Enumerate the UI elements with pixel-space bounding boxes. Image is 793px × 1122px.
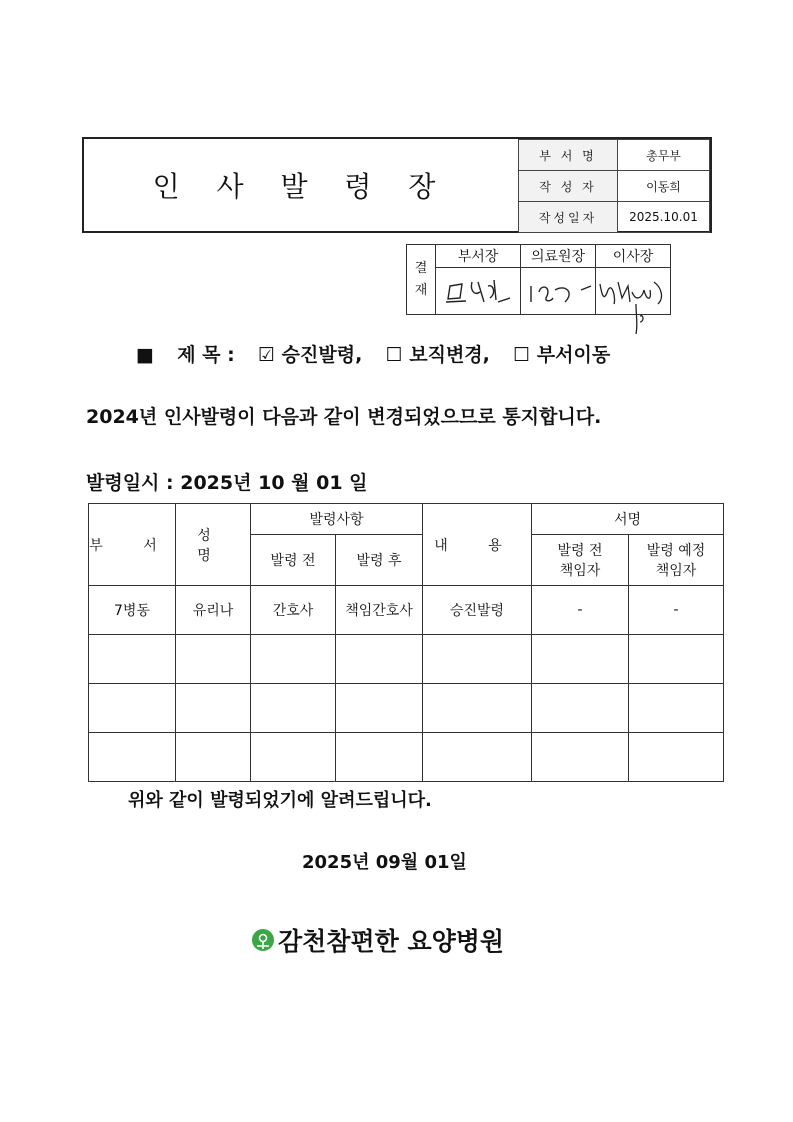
bullet-icon: ■ — [136, 344, 154, 366]
approval-role-dept-head: 부서장 — [436, 245, 521, 268]
meta-value: 이동희 — [618, 171, 710, 202]
table-row — [89, 684, 724, 733]
cell-sign-before — [532, 684, 629, 733]
checkbox-promotion[interactable]: ☑ — [258, 344, 276, 366]
cell-sign-after: - — [629, 586, 724, 635]
table-row — [89, 586, 724, 635]
meta-label: 작 성 자 — [519, 171, 618, 202]
cell-name — [176, 684, 251, 733]
header-signature-group: 서명 — [532, 504, 724, 535]
document-meta-table — [518, 139, 710, 233]
signature-dept-head — [436, 268, 521, 315]
hospital-name: 감천참편한 요양병원 — [278, 927, 505, 956]
hospital-signature — [252, 922, 504, 958]
effective-date: 발령일시 : 2025년 10 월 01 일 — [86, 472, 368, 494]
option-promotion-label: 승진발령, — [281, 344, 363, 366]
cell-name — [176, 635, 251, 684]
cell-after — [336, 635, 423, 684]
handwritten-signature — [521, 268, 595, 314]
meta-label: 작성일자 — [519, 202, 618, 233]
closing-text: 위와 같이 발령되었기에 알려드립니다. — [128, 790, 432, 811]
signature-chairman — [596, 268, 671, 315]
meta-label: 부 서 명 — [519, 140, 618, 171]
header-sign-before: 발령 전 책임자 — [532, 535, 629, 586]
cell-before — [251, 635, 336, 684]
subject-line — [136, 340, 610, 367]
hospital-logo-icon — [252, 929, 274, 951]
cell-sign-after — [629, 684, 724, 733]
option-position-change-label: 보직변경, — [409, 344, 490, 366]
handwritten-signature — [596, 268, 670, 338]
cell-before: 간호사 — [251, 586, 336, 635]
approval-side-char: 결 — [414, 260, 428, 276]
signature-medical-director — [521, 268, 596, 315]
notice-text: 2024년 인사발령이 다음과 같이 변경되었으므로 통지합니다. — [86, 406, 602, 428]
checkbox-position-change[interactable]: ☐ — [385, 344, 403, 366]
approval-side-label — [407, 245, 436, 315]
meta-value: 2025.10.01 — [618, 202, 710, 233]
cell-dept — [89, 635, 176, 684]
appointment-table — [88, 503, 724, 782]
cell-dept — [89, 684, 176, 733]
cell-dept — [89, 733, 176, 782]
cell-sign-after — [629, 733, 724, 782]
logo-mark — [252, 930, 274, 952]
cell-name: 유리나 — [176, 586, 251, 635]
meta-row-date — [519, 202, 710, 233]
header-dept: 부 서 — [89, 504, 176, 586]
cell-dept: 7병동 — [89, 586, 176, 635]
cell-after — [336, 684, 423, 733]
option-dept-transfer-label: 부서이동 — [536, 344, 611, 366]
header-before: 발령 전 — [251, 535, 336, 586]
approval-box — [406, 244, 671, 315]
cell-content: 승진발령 — [423, 586, 532, 635]
table-row — [89, 635, 724, 684]
subject-label: 제 목 : — [177, 344, 235, 366]
table-row — [89, 733, 724, 782]
cell-after: 책임간호사 — [336, 586, 423, 635]
cell-name — [176, 733, 251, 782]
approval-role-medical-director: 의료원장 — [521, 245, 596, 268]
cell-sign-before: - — [532, 586, 629, 635]
approval-role-chairman: 이사장 — [596, 245, 671, 268]
checkbox-dept-transfer[interactable]: ☐ — [513, 344, 531, 366]
cell-after — [336, 733, 423, 782]
meta-value: 총무부 — [618, 140, 710, 171]
document-header — [82, 137, 712, 233]
cell-sign-before — [532, 635, 629, 684]
meta-row-author — [519, 171, 710, 202]
document-title: 인 사 발 령 장 — [84, 139, 519, 231]
cell-sign-after — [629, 635, 724, 684]
cell-content — [423, 733, 532, 782]
cell-content — [423, 684, 532, 733]
cell-sign-before — [532, 733, 629, 782]
header-content: 내 용 — [423, 504, 532, 586]
cell-content — [423, 635, 532, 684]
issue-date: 2025년 09월 01일 — [302, 852, 467, 873]
cell-before — [251, 733, 336, 782]
approval-side-char: 재 — [414, 282, 428, 298]
header-appointment-group: 발령사항 — [251, 504, 423, 535]
header-after: 발령 후 — [336, 535, 423, 586]
meta-row-dept — [519, 140, 710, 171]
header-name: 성 명 — [176, 504, 251, 586]
handwritten-signature — [436, 268, 520, 314]
header-sign-after: 발령 예정 책임자 — [629, 535, 724, 586]
cell-before — [251, 684, 336, 733]
